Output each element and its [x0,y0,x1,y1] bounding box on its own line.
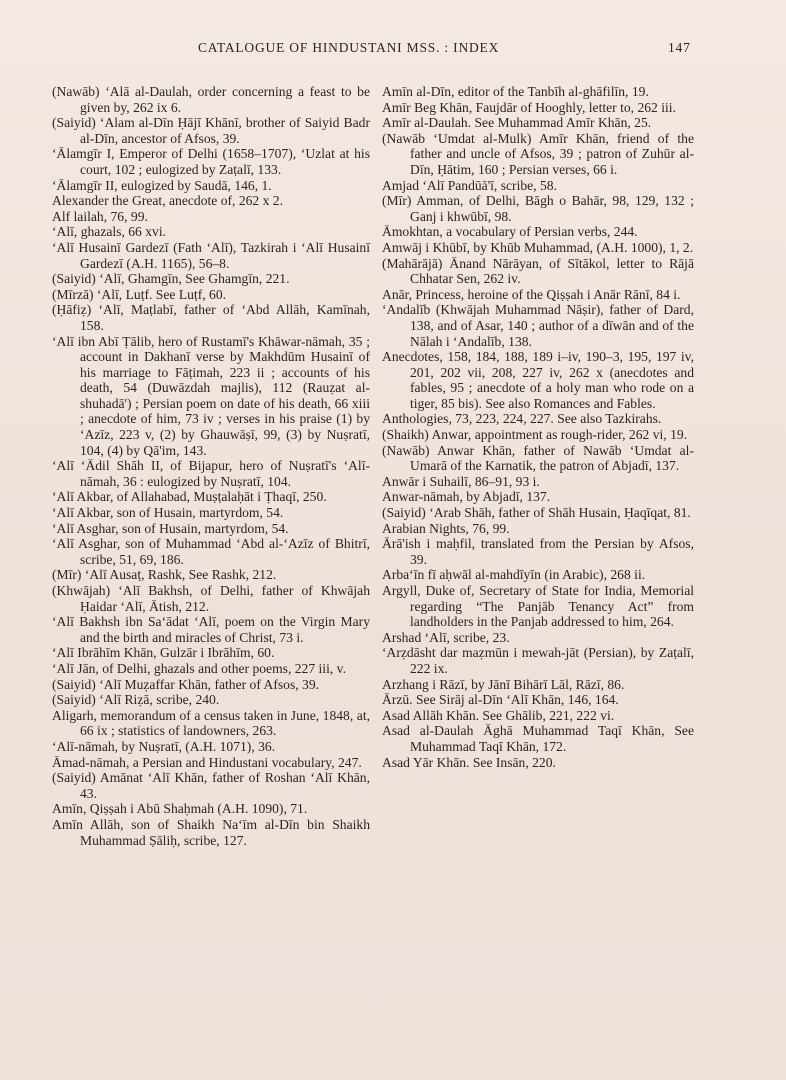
index-entry: ‘Alī ibn Abī Ṭālib, hero of Rustamī's Khāwar-nāmah, 35 ; account in Dakhanī verse by Makhdūm Husainī of his marriage to Fāṭimah, 223 ii ; accounts of his death, 54 (Duwāzdah majlis), 112 (Rauẓat al-shuhadā') ; Persian poem on date of his death, 66 xiii ; anecdote of him, 73 iv ; verses in his praise (1) by ‘Azīz, 223 v, (2) by Ghauwāṣī, 99, (3) by Nuṣratī, 104, (4) by Qā'im, 143. [52,333,370,458]
index-entry: Anār, Princess, heroine of the Qiṣṣah i Anār Rānī, 84 i. [382,286,681,302]
index-entry: ‘Ālamgīr I, Emperor of Delhi (1658–1707), ‘Uzlat at his court, 102 ; eulogized by Zaṭalī, 133. [52,146,370,177]
index-entry: (Mīr) ‘Alī Ausaṭ, Rashk, See Rashk, 212. [52,567,277,583]
running-title: CATALOGUE OF HINDUSTANI MSS. : INDEX [198,40,500,55]
index-entry: ‘Alī-nāmah, by Nuṣratī, (A.H. 1071), 36. [52,738,276,754]
index-entry: (Saiyid) ‘Alī Muẓaffar Khān, father of Afsos, 39. [52,676,320,692]
index-entry: ‘Arẓdāsht dar maẓmūn i mewah-jāt (Persian), by Zaṭalī, 222 ix. [382,645,694,676]
index-column-right [382,84,694,770]
index-entry: Āmokhtan, a vocabulary of Persian verbs, 244. [382,224,638,240]
index-entry: (Nawāb ‘Umdat al-Mulk) Amīr Khān, friend of the father and uncle of Afsos, 39 ; patron of Zuhūr al-Dīn, Ḥātim, 160 ; Persian verses, 66 i. [382,130,694,177]
index-entry: ‘Alī Asghar, son of Husain, martyrdom, 54. [52,520,289,536]
index-entry: Amwāj i Khūbī, by Khūb Muhammad, (A.H. 1000), 1, 2. [382,239,694,255]
index-entry: Arabian Nights, 76, 99. [382,520,510,536]
index-entry: ‘Alī Asghar, son of Muhammad ‘Abd al-‘Azīz of Bhitrī, scribe, 51, 69, 186. [52,536,370,567]
index-entry: Alexander the Great, anecdote of, 262 x 2. [52,193,284,209]
index-entry: (Nawāb) Anwar Khān, father of Nawāb ‘Umdat al-Umarā of the Karnatik, the patron of Abjadī, 137. [382,442,694,474]
index-entry: (Shaikh) Anwar, appointment as rough-rider, 262 vi, 19. [382,427,688,443]
index-entry: Amīn, Qiṣṣah i Abū Shaḥmah (A.H. 1090), 71. [52,801,308,817]
index-entry: Anwār i Suhailī, 86–91, 93 i. [382,473,540,489]
index-entry: Asad al-Daulah Āghā Muhammad Taqī Khān, See Muhammad Taqī Khān, 172. [382,723,694,754]
index-entry: Anwar-nāmah, by Abjadī, 137. [382,489,551,505]
index-entry: ‘Alī Akbar, son of Husain, martyrdom, 54. [52,505,284,521]
index-entry: Arba‘īn fī aḥwāl al-mahdīyīn (in Arabic), 268 ii. [382,567,646,583]
index-entry: Anthologies, 73, 223, 224, 227. See also Tazkirahs. [382,411,662,427]
index-entry: ‘Ālamgīr II, eulogized by Saudā, 146, 1. [52,177,272,193]
index-entry: Anecdotes, 158, 184, 188, 189 i–iv, 190–3, 195, 197 iv, 201, 202 vii, 208, 227 iv, 262 x (anecdotes and fables, 95 ; anecdote of a holy man who rode on a tiger, 85 bis). See also Romances and Fables. [382,349,694,411]
index-entry: Asad Allāh Khān. See Ghālib, 221, 222 vi. [382,707,615,723]
index-entry: (Saiyid) ‘Alī Riẓā, scribe, 240. [52,692,220,708]
index-entry: ‘Alī Ibrāhīm Khān, Gulzār i Ibrāhīm, 60. [52,645,275,661]
index-entry: Arzhang i Rāzī, by Jānī Bihārī Lāl, Rāzī, 86. [382,676,625,692]
page-number: 147 [668,40,691,55]
index-entry: (Nawāb) ‘Alā al-Daulah, order concerning a feast to be given by, 262 ix 6. [52,84,370,115]
index-entry: Amjad ‘Alī Pandūā'ī, scribe, 58. [382,177,557,193]
index-entry: (Saiyid) ‘Alam al-Dīn Ḥājī Khānī, brother of Saiyid Badr al-Dīn, ancestor of Afsos, 39. [52,115,370,146]
index-entry: Amīn Allāh, son of Shaikh Na‘īm al-Dīn bin Shaikh Muhammad Ṣāliḥ, scribe, 127. [52,816,370,848]
index-entry: Alf lailah, 76, 99. [52,208,148,224]
index-entry: (Saiyid) Amānat ‘Alī Khān, father of Roshan ‘Alī Khān, 43. [52,770,370,801]
index-entry: (Mīrzā) ‘Alī, Luṭf. See Luṭf, 60. [52,286,227,302]
index-entry: (Saiyid) ‘Arab Shāh, father of Shāh Husain, Ḥaqīqat, 81. [382,505,691,521]
index-entry: Argyll, Duke of, Secretary of State for India, Memorial regarding “The Panjāb Tenancy Act” from landholders in the Panjab addressed to him, 264. [382,583,694,630]
index-entry: Asad Yār Khān. See Insān, 220. [382,754,556,770]
index-entry: (Ḥāfiẓ) ‘Alī, Maṭlabī, father of ‘Abd Allāh, Kamīnah, 158. [52,302,370,333]
index-entry: Aligarh, memorandum of a census taken in June, 1848, at, 66 ix ; statistics of landowners, 263. [52,707,370,739]
index-entry: ‘Alī, ghazals, 66 xvi. [52,224,167,240]
index-entry: (Mīr) Amman, of Delhi, Bāgh o Bahār, 98, 129, 132 ; Ganj i khwūbī, 98. [382,193,694,224]
index-entry: Ārzū. See Sirāj al-Dīn ‘Alī Khān, 146, 164. [382,692,619,708]
index-entry: ‘Andalīb (Khwājah Muhammad Nāṣir), father of Dard, 138, and of Asar, 140 ; author of a dīwān and of the Nālah i ‘Andalīb, 138. [382,302,694,349]
index-entry: Amīr Beg Khān, Faujdār of Hooghly, letter to, 262 iii. [382,99,676,115]
index-entry: (Mahārājā) Ānand Nārāyan, of Sītākol, letter to Rājā Chhatar Sen, 262 iv. [382,255,694,287]
index-entry: ‘Alī Bakhsh ibn Sa‘ādat ‘Alī, poem on the Virgin Mary and the birth and miracles of Christ, 73 i. [52,614,370,645]
index-entry: Ārā'ish i maḥfil, translated from the Persian by Afsos, 39. [382,536,694,567]
index-entry: Amīr al-Daulah. See Muhammad Amīr Khān, 25. [382,115,652,131]
index-entry: ‘Alī ‘Ādil Shāh II, of Bijapur, hero of Nuṣratī's ‘Alī-nāmah, 36 : eulogized by Nuṣratī, 104. [52,458,370,489]
index-entry: (Saiyid) ‘Alī, Ghamgīn, See Ghamgīn, 221. [52,271,290,287]
index-entry: Amīn al-Dīn, editor of the Tanbīh al-ghāfilīn, 19. [382,84,649,99]
index-entry: (Khwājah) ‘Alī Bakhsh, of Delhi, father of Khwājah Ḥaidar ‘Alī, Ātish, 212. [52,583,370,614]
index-entry: ‘Alī Akbar, of Allahabad, Muṣṭalaḥāt i Ṭhaqī, 250. [52,489,327,505]
index-entry: ‘Alī Jān, of Delhi, ghazals and other poems, 227 iii, v. [52,660,346,676]
index-column-left [52,84,370,848]
index-entry: Āmad-nāmah, a Persian and Hindustani vocabulary, 247. [52,754,362,770]
index-entry: Arshad ‘Alī, scribe, 23. [382,629,510,645]
index-entry: ‘Alī Husainī Gardezī (Fath ‘Alī), Tazkirah i ‘Alī Husainī Gardezī (A.H. 1165), 56–8. [52,239,370,271]
page-header [0,40,786,60]
